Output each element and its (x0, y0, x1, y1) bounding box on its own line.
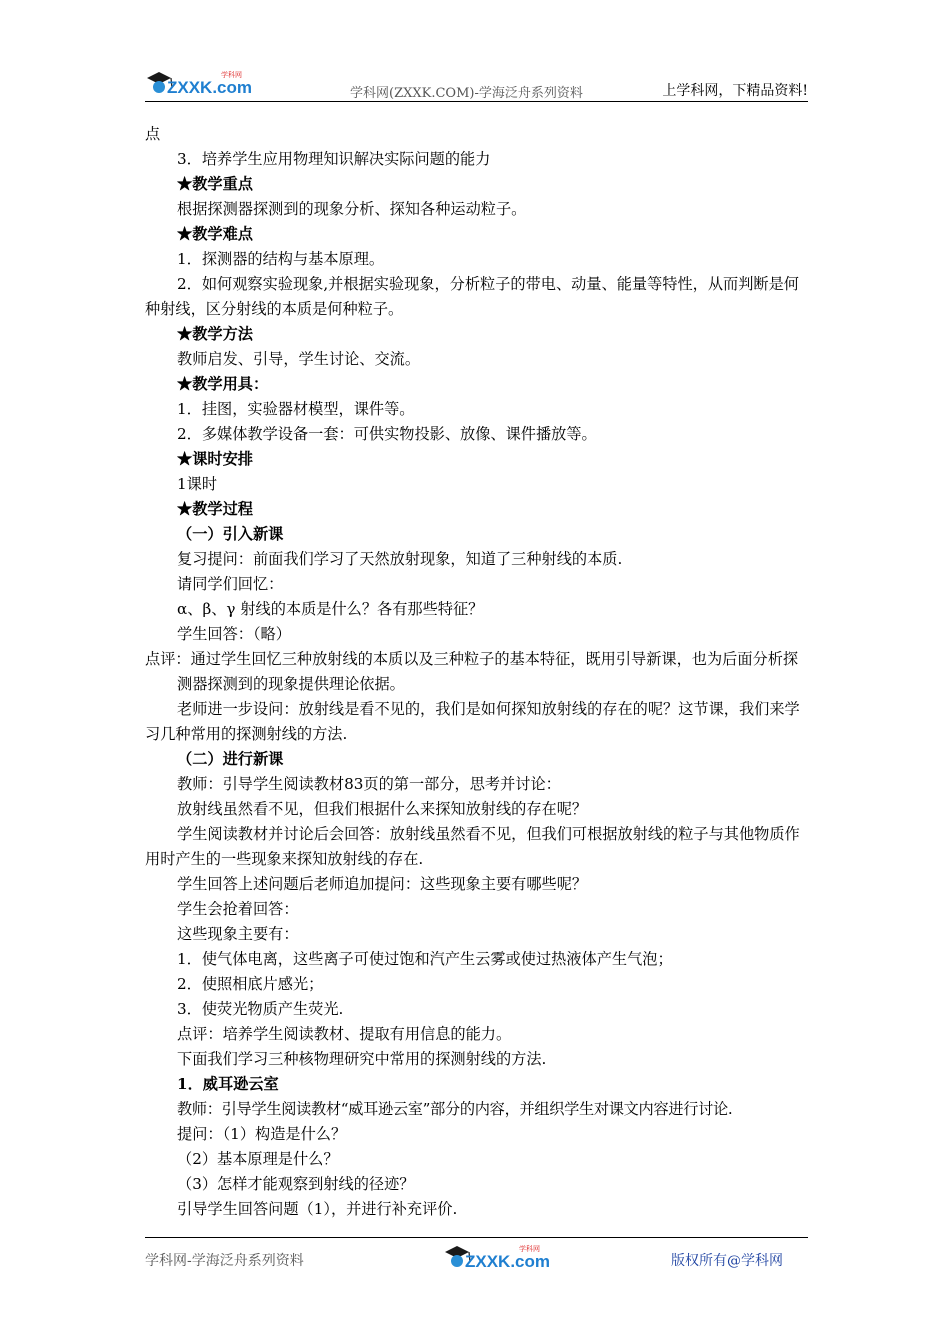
page-header (145, 66, 808, 102)
text-line: 下面我们学习三种核物理研究中常用的探测射线的方法. (177, 1050, 547, 1068)
section-heading: ★教学难点 (177, 225, 253, 243)
svg-text:学科网: 学科网 (519, 1245, 540, 1253)
svg-text:ZXXK.com: ZXXK.com (465, 1252, 551, 1271)
header-slogan: 上学科网，下精品资料! (662, 83, 808, 99)
text-paragraph: 老师进一步设问：放射线是看不见的，我们是如何探知放射线的存在的呢？这节课，我们来学习几种常用的探测射线的方法. (145, 700, 800, 743)
text-line: 1．挂图，实验器材模型，课件等。 (177, 400, 415, 418)
text-line: 学生回答：（略） (177, 625, 291, 643)
section-heading: ★教学用具： (177, 375, 269, 393)
section-heading: ★教学过程 (177, 500, 253, 518)
text-line: 2．多媒体教学设备一套：可供实物投影、放像、课件播放等。 (177, 425, 597, 443)
text-line: 教师：引导学生阅读教材83页的第一部分，思考并讨论： (177, 775, 561, 793)
subsection-heading: （一）引入新课 (177, 525, 284, 543)
text-paragraph: 学生阅读教材并讨论后会回答：放射线虽然看不见，但我们可根据放射线的粒子与其他物质作用时产生的一些现象来探知放射线的存在. (145, 825, 800, 868)
text-line: 1．探测器的结构与基本原理。 (177, 250, 385, 268)
text-line: （2）基本原理是什么？ (177, 1150, 339, 1168)
svg-text:学科网: 学科网 (221, 71, 242, 79)
zxxk-logo (145, 66, 255, 100)
text-line: 3．培养学生应用物理知识解决实际问题的能力 (177, 150, 491, 168)
text-line: 请同学们回忆： (177, 575, 284, 593)
svg-text:ZXXK.com: ZXXK.com (167, 78, 253, 97)
page-footer (145, 1240, 808, 1280)
text-line: 1课时 (177, 475, 218, 493)
section-heading: ★课时安排 (177, 450, 253, 468)
text-line: 提问：（1）构造是什么？ (177, 1125, 347, 1143)
text-line: 点评：培养学生阅读教材、提取有用信息的能力。 (177, 1025, 512, 1043)
section-heading: ★教学重点 (177, 175, 253, 193)
text-line: 3．使荧光物质产生荧光. (177, 1000, 344, 1018)
footer-rule (145, 1237, 808, 1238)
footer-copyright: 版权所有@学科网 (671, 1253, 783, 1269)
text-line: 2．使照相底片感光； (177, 975, 324, 993)
text-line: 放射线虽然看不见，但我们根据什么来探知放射线的存在呢？ (177, 800, 588, 818)
text-line: 教师：引导学生阅读教材“威耳逊云室”部分的内容，并组织学生对课文内容进行讨论. (177, 1100, 733, 1118)
section-heading: 1．威耳逊云室 (177, 1075, 279, 1093)
footer-series: 学科网-学海泛舟系列资料 (145, 1253, 304, 1269)
header-title: 学科网(ZXXK.COM)-学海泛舟系列资料 (350, 86, 583, 101)
text-line: 复习提问：前面我们学习了天然放射现象，知道了三种射线的本质. (177, 550, 623, 568)
header-rule (145, 101, 808, 102)
document-body (145, 122, 808, 1222)
text-line: 引导学生回答问题（1），并进行补充评价. (177, 1200, 458, 1218)
text-line: α、β、γ 射线的本质是什么？各有那些特征？ (177, 600, 484, 618)
text-paragraph: 点评：通过学生回忆三种放射线的本质以及三种粒子的基本特征，既用引导新课，也为后面分析探测器探测到的现象提供理论依据。 (145, 650, 799, 693)
text-line: （3）怎样才能观察到射线的径迹？ (177, 1175, 415, 1193)
text-line: 这些现象主要有： (177, 925, 299, 943)
subsection-heading: （二）进行新课 (177, 750, 284, 768)
text-line: 点 (145, 125, 161, 143)
text-line: 根据探测器探测到的现象分析、探知各种运动粒子。 (177, 200, 527, 218)
text-line: 学生会抢着回答： (177, 900, 299, 918)
zxxk-logo (443, 1240, 553, 1274)
section-heading: ★教学方法 (177, 325, 253, 343)
text-line: 教师启发、引导，学生讨论、交流。 (177, 350, 420, 368)
text-line: 1．使气体电离，这些离子可使过饱和汽产生云雾或使过热液体产生气泡； (177, 950, 673, 968)
text-paragraph: 2．如何观察实验现象,并根据实验现象，分析粒子的带电、动量、能量等特性，从而判断是何种射线，区分射线的本质是何种粒子。 (145, 275, 799, 318)
text-line: 学生回答上述问题后老师追加提问：这些现象主要有哪些呢？ (177, 875, 588, 893)
